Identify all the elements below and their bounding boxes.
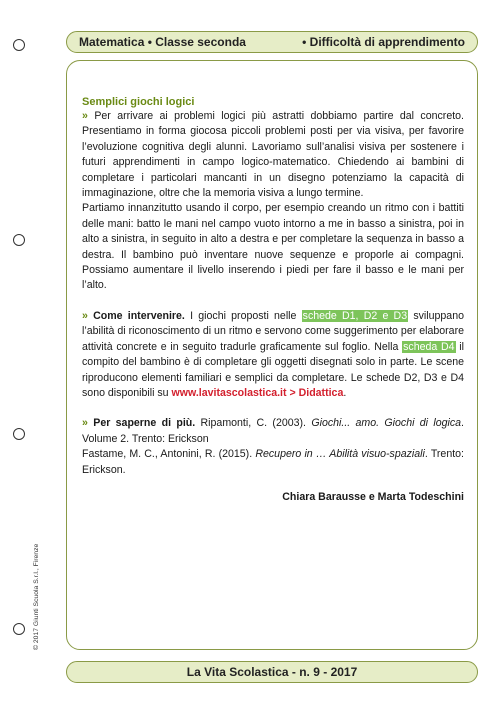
header-subject: Matematica • Classe seconda — [79, 35, 246, 49]
footer-bar: La Vita Scolastica - n. 9 - 2017 — [66, 661, 478, 683]
website-link[interactable]: www.lavitascolastica.it > Didattica — [171, 386, 344, 399]
copyright-note: © 2017 Giunti Scuola S.r.l., Firenze — [33, 543, 40, 650]
article-body — [82, 96, 464, 505]
label-come-intervenire: Come intervenire. — [93, 309, 185, 322]
header-bar — [66, 31, 478, 53]
authors: Chiara Barausse e Marta Todeschini — [282, 490, 464, 503]
binder-hole-top — [13, 39, 25, 51]
bibliography-entry-2: Fastame, M. C., Antonini, R. (2015). Recupero in … Abilità visuo-spaziali. Trento: Erickson. — [82, 448, 464, 476]
bullet-marker: » — [82, 110, 88, 122]
label-per-saperne: Per saperne di più. — [93, 417, 196, 430]
binder-hole-upper-middle — [13, 234, 25, 246]
bullet-marker: » — [82, 417, 88, 430]
paragraph-intro: » Per arrivare ai problemi logici più astratti dobbiamo partire dal concreto. Presentiamo in forma giocosa piccoli problemi posti per via visiva, per favorire l’evoluzione cognitiva degli alunni. Lavoriamo sull’analisi visiva per sostenere i futuri apprendimenti in campo logico-matematico. Chiedendo ai bambini di completare i particolari mancanti in un disegno potenziamo la capacità di immaginazione, oltre che la memoria visiva a lungo termine. — [82, 110, 464, 200]
paragraph-come-intervenire: » Come intervenire. I giochi proposti nelle schede D1, D2 e D3 sviluppano l’abilità di riconoscimento di un ritmo e servono come suggerimento per elaborare attività concrete e in seguito tradurle graficamente sul foglio. Nella scheda D4 il compito del bambino è di completare gli oggetti disegnati solo in parte. Le scene riproducono elementi familiari e semplici da completare. Le schede D2, D3 e D4 sono disponibili su www.lavitascolastica.it > Didattica. — [82, 309, 464, 399]
section-title: Semplici giochi logici — [82, 96, 195, 108]
paragraph-bibliography: » Per saperne di più. Ripamonti, C. (2003). Giochi... amo. Giochi di logica. Volume 2. Trento: Erickson — [82, 417, 464, 445]
paragraph-body: Partiamo innanzitutto usando il corpo, per esempio creando un ritmo con i battiti delle mani: batto le mani nel campo vuoto intorno a me in basso a sinistra, poi in alto a sinistra, in seguito in alto a destra e per completare la sequenza in basso a destra. Il bambino può inventare nuove sequenze e proporle ai compagni. Possiamo aumentare il livello inserendo i piedi per fare il basso e le mani per l’alto. — [82, 202, 464, 292]
bullet-marker: » — [82, 309, 88, 322]
binder-hole-lower-middle — [13, 428, 25, 440]
header-topic: • Difficoltà di apprendimento — [302, 35, 465, 49]
highlight-schede-d1-d3: schede D1, D2 e D3 — [302, 309, 408, 322]
binder-hole-bottom — [13, 623, 25, 635]
highlight-scheda-d4: scheda D4 — [403, 340, 455, 353]
